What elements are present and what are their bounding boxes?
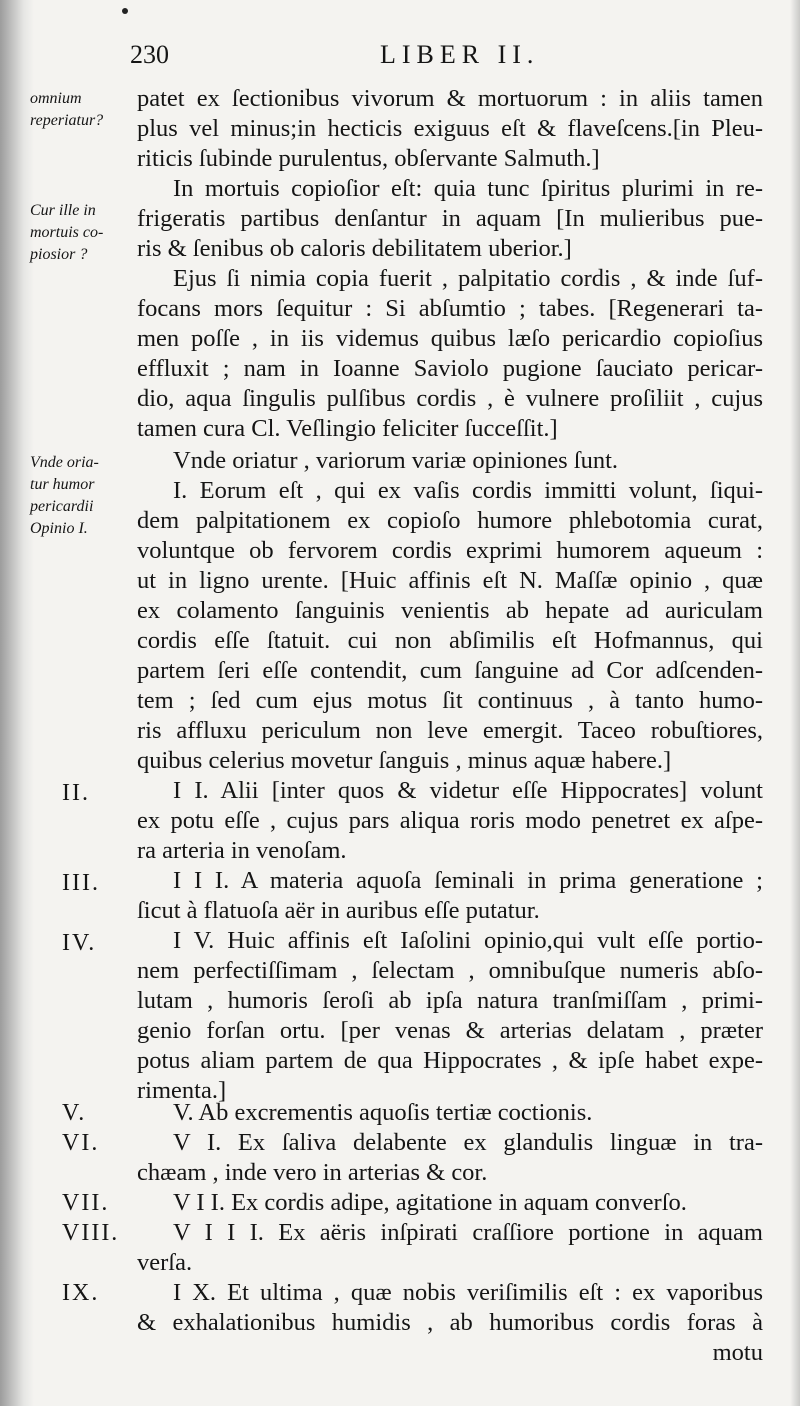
page-edge-shadow <box>790 0 800 1406</box>
ink-speck <box>122 8 128 14</box>
margin-note-line: Opinio I. <box>30 520 88 537</box>
text-line: plus vel minus;in hecticis exiguus eſt & flaveſcens.[in Pleu- <box>137 115 763 142</box>
page-header <box>130 40 650 80</box>
text-line: tem ; ſed cum ejus motus ſit continuus , à tanto humo- <box>137 687 763 714</box>
text-line: ſicut à flatuoſa aër in auribus eſſe putatur. <box>137 897 540 924</box>
text-line: dio, aqua ſingulis pulſibus cordis , è vulnere proſiliit , cujus <box>137 385 763 412</box>
numeral-v: V. <box>62 1100 87 1126</box>
margin-note-omnium <box>30 88 130 132</box>
text-line: voluntque ob fervorem cordis exprimi humorem aqueum : <box>137 537 763 564</box>
text-line: I I I. A materia aquoſa ſeminali in prima generatione ; <box>173 867 763 894</box>
numeral-ix: IX. <box>62 1280 100 1306</box>
text-line: men poſſe , in iis videmus quibus læſo pericardio copioſius <box>137 325 763 352</box>
numeral-iv: IV. <box>62 930 97 956</box>
margin-note-line: omnium <box>30 90 82 107</box>
text-line: chæam , inde vero in arterias & cor. <box>137 1159 488 1186</box>
text-line: I. Eorum eſt , qui ex vaſis cordis immitti volunt, ſiqui- <box>173 477 763 504</box>
margin-note-line: mortuis co- <box>30 224 104 241</box>
text-line: verſa. <box>137 1249 193 1276</box>
text-line: V. Ab excrementis aquoſis tertiæ coctionis. <box>173 1099 593 1126</box>
text-line: I X. Et ultima , quæ nobis veriſimilis eſt : ex vaporibus <box>173 1279 763 1306</box>
text-line: Ejus ſi nimia copia fuerit , palpitatio cordis , & inde ſuf- <box>173 265 763 292</box>
text-line: & exhalationibus humidis , ab humoribus cordis foras à <box>137 1309 763 1336</box>
text-line: V I I. Ex cordis adipe, agitatione in aquam converſo. <box>173 1189 687 1216</box>
text-line: ris affluxu periculum non leve emergit. Taceo robuſtiores, <box>137 717 763 744</box>
margin-note-line: Vnde oria- <box>30 454 99 471</box>
text-line: rimenta.] <box>137 1077 227 1104</box>
text-line: ex potu eſſe , cujus pars aliqua roris modo penetret ex aſpe- <box>137 807 763 834</box>
text-line: genio forſan ortu. [per venas & arterias delatam , præter <box>137 1017 763 1044</box>
numeral-iii: III. <box>62 870 100 896</box>
text-line: I I. Alii [inter quos & videtur eſſe Hippocrates] volunt <box>173 777 763 804</box>
text-line: partem ſeri eſſe contendit, cum ſanguine ad Cor adſcenden- <box>137 657 763 684</box>
text-line: tamen cura Cl. Veſlingio feliciter ſucceſſit.] <box>137 415 558 442</box>
page-number: 230 <box>130 40 169 69</box>
margin-note-unde-oriatur <box>30 452 130 540</box>
text-line: lutam , humoris ſeroſi ab ipſa natura tranſmiſſam , primi- <box>137 987 763 1014</box>
text-line: patet ex ſectionibus vivorum & mortuorum : in aliis tamen <box>137 85 763 112</box>
text-line: potus aliam partem de qua Hippocrates , & ipſe habet expe- <box>137 1047 763 1074</box>
text-line: dem palpitationem ex copioſo humore phlebotomia curat, <box>137 507 763 534</box>
text-line: ut in ligno urente. [Huic affinis eſt N. Maſſæ opinio , quæ <box>137 567 763 594</box>
catchword: motu <box>712 1339 763 1366</box>
text-line: effluxit ; nam in Ioanne Saviolo pugione ſauciato pericar- <box>137 355 763 382</box>
text-line: nem perfectiſſimam , ſelectam , omnibuſque numeris abſo- <box>137 957 763 984</box>
numeral-ii: II. <box>62 780 90 806</box>
margin-note-line: reperiatur? <box>30 112 104 129</box>
margin-note-cur-ille <box>30 200 130 266</box>
numeral-vii: VII. <box>62 1190 110 1216</box>
text-line: frigeratis partibus denſantur in aquam [In mulieribus pue- <box>137 205 763 232</box>
text-line: I V. Huic affinis eſt Iaſolini opinio,qui vult eſſe portio- <box>173 927 763 954</box>
text-line: cordis eſſe ſtatuit. cui non abſimilis eſt Hofmannus, qui <box>137 627 763 654</box>
text-line: quibus celerius movetur ſanguis , minus aquæ habere.] <box>137 747 672 774</box>
text-line: ris & ſenibus ob caloris debilitatem uberior.] <box>137 235 572 262</box>
text-line: ra arteria in venoſam. <box>137 837 347 864</box>
text-line: Vnde oriatur , variorum variæ opiniones ſunt. <box>173 447 618 474</box>
running-head: LIBER II. <box>380 40 540 69</box>
text-line: focans mors ſequitur : Si abſumtio ; tabes. [Regenerari ta- <box>137 295 763 322</box>
numeral-vi: VI. <box>62 1130 100 1156</box>
text-line: riticis ſubinde purulentus, obſervante Salmuth.] <box>137 145 600 172</box>
margin-note-line: Cur ille in <box>30 202 96 219</box>
text-line: V I I I. Ex aëris inſpirati craſſiore portione in aquam <box>173 1219 763 1246</box>
numeral-viii: VIII. <box>62 1220 120 1246</box>
margin-note-line: piosior ? <box>30 246 88 263</box>
page-gutter-shadow <box>0 0 34 1406</box>
text-line: In mortuis copioſior eſt: quia tunc ſpiritus plurimi in re- <box>173 175 763 202</box>
margin-note-line: tur humor <box>30 476 95 493</box>
text-line: V I. Ex ſaliva delabente ex glandulis linguæ in tra- <box>173 1129 763 1156</box>
text-line: ex colamento ſanguinis venientis ab hepate ad auriculam <box>137 597 763 624</box>
margin-note-line: pericardii <box>30 498 94 515</box>
